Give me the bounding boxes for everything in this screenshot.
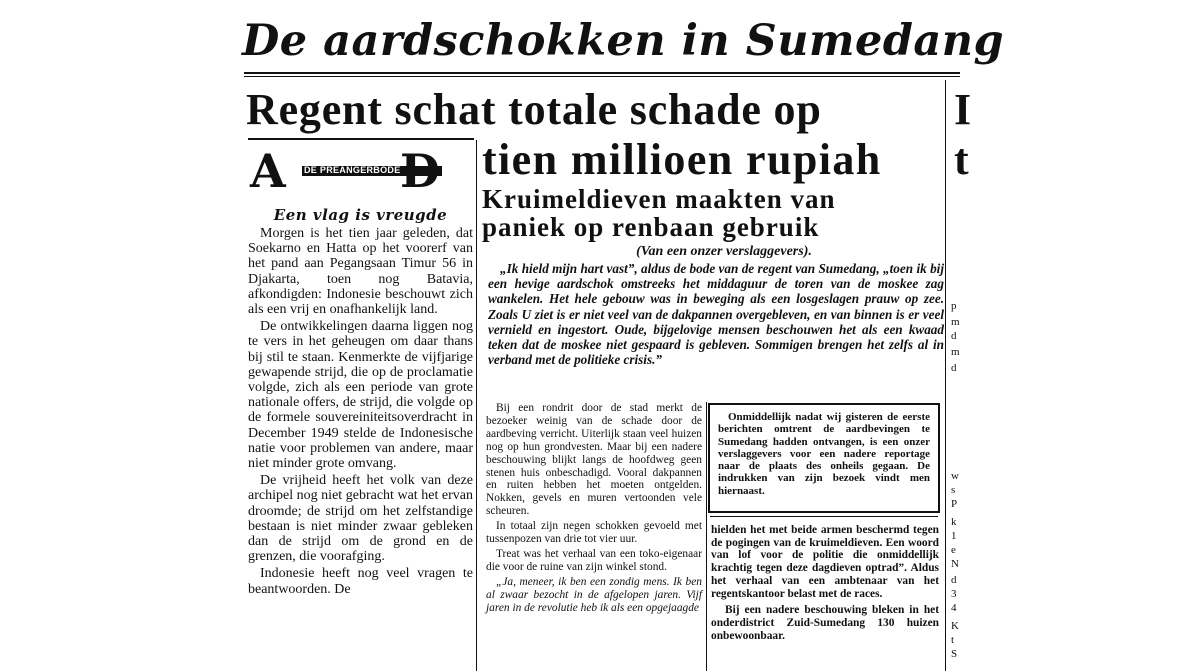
logo-band-text: DE PREANGERBODE xyxy=(304,165,401,175)
column-divider-middle xyxy=(706,402,707,671)
edge-fragment: m xyxy=(951,316,960,328)
notice-box-rule xyxy=(710,516,938,517)
edge-fragment: S xyxy=(951,648,958,660)
edge-fragment: 4 xyxy=(951,602,957,614)
edge-fragment: d xyxy=(951,362,957,374)
main-headline-line1: Regent schat totale schade op xyxy=(246,85,822,134)
article-middle-column xyxy=(486,402,702,617)
kicker-headline: De aardschokken in Sumedang xyxy=(242,16,1005,66)
body-paragraph: In totaal zijn negen schokken gevoeld met tussenpozen van drie tot vier uur. xyxy=(486,520,702,546)
body-paragraph: Bij een nadere beschouwing bleken in het onderdistrict Zuid-Sumedang 130 huizen onbewoonbaar. xyxy=(711,604,939,642)
left-paragraph: Indonesie heeft nog veel vragen te beantwoorden. De xyxy=(248,566,473,597)
edge-fragment: m xyxy=(951,346,960,358)
edge-fragment: s xyxy=(951,484,956,496)
left-paragraph: Morgen is het tien jaar geleden, dat Soekarno en Hatta op het voorerf van het pand aan Pegangsaan Timur 56 in Djakarta, toen nog Batavia, afkondigden: Indonesie beschouwt zich als een vrij en onafhankelijk land. xyxy=(248,226,473,318)
left-paragraph: De ontwikkelingen daarna liggen nog te vers in het geheugen om daar thans bij stil te staan. Kenmerkte de vijfjarige gewapende strijd, die op de proclamatie volgde, zich als een periode van grote nationale offers, de strijd, die volgde op de formele souvereiniteitsoverdracht in December 1949 stelde de Indonesische natie voor problemen van andere, maar niet minder grote omvang. xyxy=(248,319,473,472)
edge-fragment: d xyxy=(951,574,957,586)
edge-fragment: t xyxy=(951,634,955,646)
body-paragraph: Treat was het verhaal van een toko-eigenaar die voor de ruine van zijn winkel stond. xyxy=(486,547,702,573)
kicker-rule-thin xyxy=(244,76,960,77)
edge-fragment: k xyxy=(951,516,957,528)
edge-fragment: I xyxy=(954,85,972,134)
kicker-rule xyxy=(244,72,960,74)
subheadline-line1: Kruimeldieven maakten van xyxy=(482,184,836,214)
logo-letter-d: D xyxy=(400,144,438,198)
column-logo xyxy=(250,144,472,198)
left-paragraph: De vrijheid heeft het volk van deze archipel nog niet gebracht wat het ervan droomde; de strijd om het zelfstandige bestaan is niet minder zwaar gebleken dan de strijd om de grond en de grenzen, die voorafging. xyxy=(248,473,473,565)
column-divider-right xyxy=(945,80,946,671)
notice-box-text: Onmiddellijk nadat wij gisteren de eerste berichten omtrent de aardbevingen te Sumedang hadden ontvangen, is een onzer verslaggevers voor een nadere reportage naar de plaats des onheils gegaan. De indrukken van zijn bezoek vindt men hiernaast. xyxy=(718,411,930,497)
notice-box xyxy=(708,403,940,513)
edge-fragment: d xyxy=(951,330,957,342)
column-divider-left xyxy=(476,140,477,671)
article-right-column xyxy=(711,524,939,646)
body-paragraph: Bij een rondrit door de stad merkt de bezoeker weinig van de schade door de aardbeving verricht. Uiterlijk staan veel huizen nog op hun grondvesten. Maar bij een nadere beschouwing blijkt langs de hoofdweg geen stenen huis onbeschadigd. Vooral dakpannen en ruiten hebben het moeten ontgelden. Nokken, gevels en muren vertoonden vele scheuren. xyxy=(486,402,702,518)
edge-fragment: P xyxy=(951,498,958,510)
subheadline-line2: paniek op renbaan gebruik xyxy=(482,212,820,242)
main-headline-line2: tien millioen rupiah xyxy=(482,135,882,184)
edge-fragment: p xyxy=(951,300,957,312)
edge-fragment: 3 xyxy=(951,588,957,600)
newspaper-clipping xyxy=(236,0,1005,671)
edge-fragment: 1 xyxy=(951,530,957,542)
left-column-text xyxy=(248,226,473,599)
edge-fragment: N xyxy=(951,558,959,570)
column-title: Een vlag is vreugde xyxy=(273,206,448,224)
logo-letter-a: A xyxy=(250,144,284,198)
left-column-top-rule xyxy=(248,138,474,140)
edge-fragment: K xyxy=(951,620,959,632)
edge-fragment: t xyxy=(954,135,969,184)
edge-fragment: e xyxy=(951,544,956,556)
body-paragraph: „Ja, meneer, ik ben een zondig mens. Ik ben al zwaar bezocht in de afgelopen jaren. Vijf jaren in de revolutie heb ik als een opgejaagde xyxy=(486,575,702,614)
body-paragraph: hielden het met beide armen beschermd tegen de pogingen van de kruimeldieven. Een woord van lof voor de politie die onmiddellijk krachtig tegen deze dagdieven optrad”. Aldus het verhaal van een ambtenaar van het regentskantoor belast met de races. xyxy=(711,524,939,600)
edge-fragment: w xyxy=(951,470,959,482)
lead-paragraph: „Ik hield mijn hart vast”, aldus de bode van de regent van Sumedang, „toen ik bij een hevige aardschok omstreeks het middaguur de toren van de moskee zag wankelen. Het hele gebouw was in beweging als een losgeslagen prauw op zee. Zoals U ziet is er niet veel van de dakpannen overgebleven, en van binnen is er veel vernield en ingestort. Oude, bijgelovige mensen beschouwen het als een kwaad teken dat de moskee niet gespaard is gebleven. Sommigen brengen het zelfs al in verband met de politieke crisis.” xyxy=(488,261,944,368)
article-byline: (Van een onzer verslaggevers). xyxy=(636,244,812,259)
article-lead xyxy=(488,261,944,367)
